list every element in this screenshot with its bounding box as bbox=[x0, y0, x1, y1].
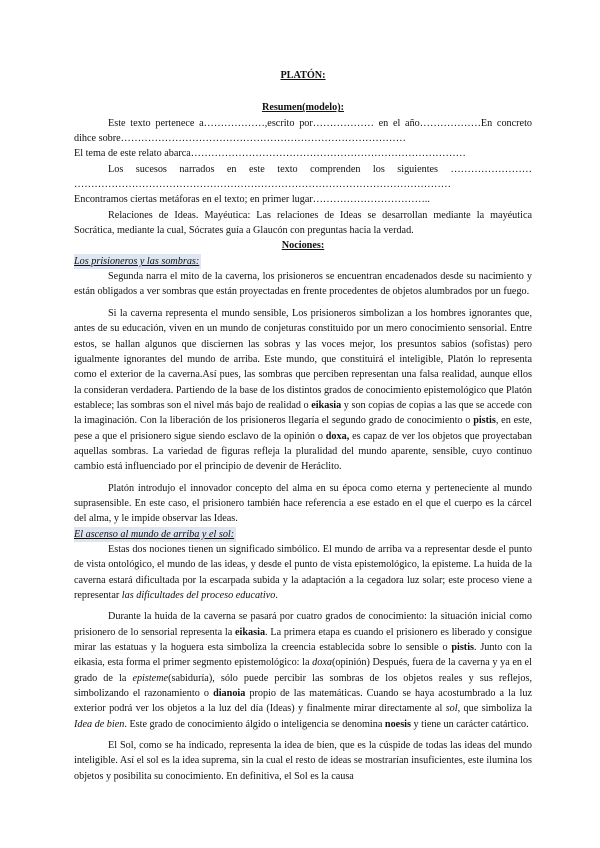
intro-line-2: El tema de este relato abarca……………………………………………………………………… bbox=[74, 148, 466, 160]
prisioneros-paragraph-3: Platón introdujo el innovador concepto del alma en su época como eterna y perteneciente al mundo suprasensible. En este caso, el prisionero también hace referencia a ese estado en el que el cuerpo es la cárcel del alma, y le impide observar las Ideas. bbox=[74, 482, 532, 525]
nociones-heading: Nociones: bbox=[281, 240, 325, 252]
ascenso-paragraph-2: Durante la huida de la caverna se pasará por cuatro grados de conocimiento: la situación inicial como prisionero de lo sensorial representa la eikasia. La primera etapa es cuando el prisionero es liberado y consigue mirar las estatuas y la hoguera esta simboliza la creencia establecida sobre lo sensible o pistis. Junto con la eikasia, esta forma el primer segmento epistemológico: la doxa(opinión) Después, fuera de la caverna y ya en el grado de la episteme(sabiduría), sólo puede percibir las sombras de los objetos reales y sus reflejos, simbolizando el razonamiento o dianoia propio de las matemáticas. Cuando se haya acostumbrado a la luz exterior podrá ver los objetos a la luz del día (Ideas) y finalmente mirar directamente al sol, que simboliza la Idea de bien. Este grado de conocimiento álgido o inteligencia se denomina noesis y tiene un carácter catártico. bbox=[74, 611, 532, 730]
prisioneros-paragraph-1: Segunda narra el mito de la caverna, los prisioneros se encuentran encadenados desde su nacimiento y están obligados a ver sombras que están proyectadas en frente procedentes de objetos alumbrados por un fuego. bbox=[74, 271, 532, 298]
summary-heading: Resumen(modelo): bbox=[261, 102, 345, 114]
intro-line-4: Encontramos ciertas metáforas en el texto; en primer lugar…………………………….. bbox=[74, 194, 430, 206]
intro-line-1: Este texto pertenece a………………,escrito por……………… en el año………………En concreto dihce sobre………………………………………………………………………… bbox=[74, 117, 532, 145]
intro-line-3: Los sucesos narrados en este texto comprenden los siguientes …………………… ………………………………………………………………………………………………… bbox=[74, 163, 532, 191]
ascenso-paragraph-3: El Sol, como se ha indicado, representa la idea de bien, que es la cúspide de todas las ideas del mundo inteligible. Así el sol es la idea suprema, sin la cual el resto de ideas se mostrarían insuficientes, este ilumina los objetos y posibilita su conocimiento. En definitiva, el Sol es la causa bbox=[74, 740, 532, 782]
ascenso-paragraph-1: Estas dos nociones tienen un significado simbólico. El mundo de arriba va a representar desde el punto de vista ontológico, el mundo de las ideas, y desde el punto de vista epistemológico, la episteme. La huida de la caverna estará dificultada por la escarpada subida y la adaptación a la cegadora luz solar; este proceso viene a representar las dificultades del proceso educativo. bbox=[74, 543, 532, 601]
section-heading-prisioneros: Los prisioneros y las sombras: bbox=[74, 254, 532, 269]
prisioneros-paragraph-2: Si la caverna representa el mundo sensible, Los prisioneros simbolizan a los hombres ignorantes que, antes de su educación, viven en un mundo de conjeturas constituido por un mero conocimiento sensorial. Entre estos, se hallan algunos que disciernen las sobras y las voces mejor, los presuntos sabios (sofistas) pero igualmente ignorantes del mundo de arriba. Este mundo, que constituirá el inteligible, Platón lo representa como el exterior de la caverna.Así pues, las sombras que perciben representan una falsa realidad, aunque ellos la consideran verdadera. Partiendo de la base de los distintos grados de conocimiento epistemológico que Platón establece; las sombras son el nivel más bajo de realidad o eikasia y son copias de copias a las que se accede con la imaginación. Con la liberación de los prisioneros llegaría el segundo grado de conocimiento o pistis, en este, pese a que el prisionero sigue siendo esclavo de la opinión o doxa, es capaz de ver los objetos que proyectaban aquellas sombras. La variedad de figuras refleja la pluralidad del mundo aparente, sensible, cuyo continuo cambio está influenciado por el principio de devenir de Heráclito. bbox=[74, 307, 532, 473]
document-page bbox=[74, 68, 532, 784]
section-heading-ascenso: El ascenso al mundo de arriba y el sol: bbox=[74, 527, 532, 542]
intro-line-5: Relaciones de Ideas. Mayéutica: Las relaciones de Ideas se desarrollan mediante la mayéutica Socrática, mediante la cual, Sócrates guía a Glaucón con preguntas hacia la verdad. bbox=[74, 209, 532, 237]
document-title: PLATÓN: bbox=[280, 70, 326, 81]
